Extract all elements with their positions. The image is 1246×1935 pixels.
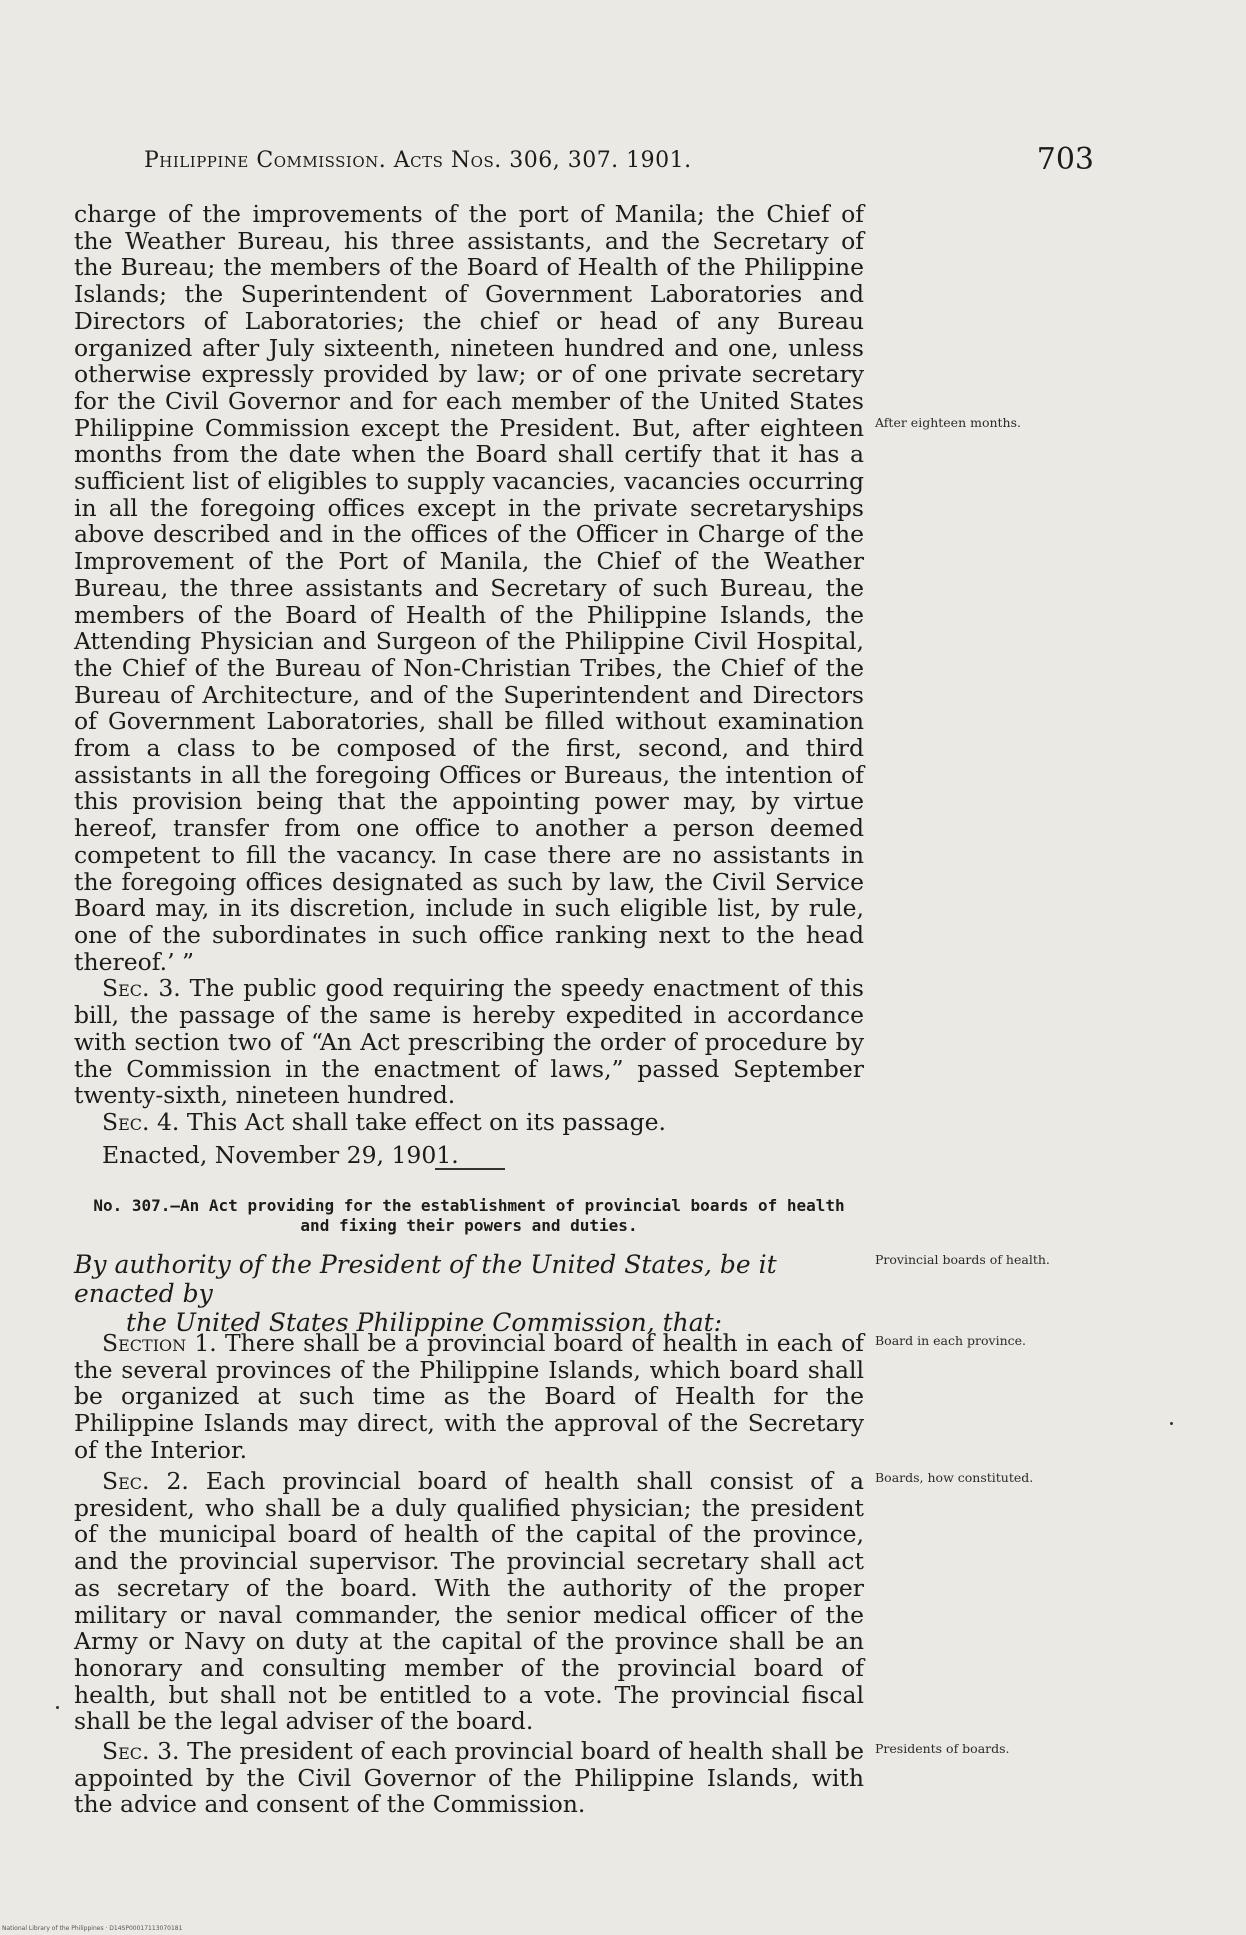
margin-note-after-eighteen: After eighteen months. [875,415,1021,430]
enacting-clause [74,1250,864,1337]
margin-note-presidents: Presidents of boards. [875,1741,1010,1756]
page-number: 703 [1036,142,1094,177]
paragraph-section-3 [74,1738,864,1818]
section-label: Sec. 4. [102,1107,180,1136]
section-label: Sec. 3. [102,1737,180,1765]
section-text: Each provincial board of health shall consist of a president, who shall be a duly qualified physician; the president of the municipal board of health of the capital of the province, and the provincial supervisor. The provincial secretary shall act as secretary of the board. With the authority of the proper military or naval commander, the senior medical officer of the Army or Navy on duty at the capital of the province shall be an honorary and consulting member of the provincial board of health, but shall not be entitled to a vote. The provincial fiscal shall be the legal adviser of the board. [74,1467,864,1736]
enacting-line-2: the United States Philippine Commission, that: [126,1308,723,1337]
act-heading-line-1: No. 307.—An Act providing for the establishment of provincial boards of health [93,1196,845,1215]
act-307-section-2 [74,1468,864,1735]
scan-speck [1170,1422,1173,1425]
act-heading-line-2: and fixing their powers and duties. [300,1216,638,1235]
act-307-section-3 [74,1738,864,1818]
section-text: This Act shall take effect on its passage. [186,1107,666,1136]
running-head-title: Philippine Commission. Acts Nos. 306, 307. 1901. [144,148,692,173]
section-label: Sec. 2. [102,1467,189,1495]
section-text: The public good requiring the speedy enactment of this bill, the passage of the same is hereby expedited in accordance with section two of “An Act prescribing the order of procedure by the Commission in the enactment of laws,” passed September twenty-sixth, nineteen hundred. [74,974,864,1110]
act-307-heading [74,1196,864,1236]
enacted-date: Enacted, November 29, 1901. [102,1140,459,1169]
paragraph-section-1 [74,1330,864,1464]
paragraph-offices: charge of the improvements of the port of Manila; the Chief of the Weather Bureau, his three assistants, and the Secretary of the Bureau; the members of the Board of Health of the Philippine Islands; the Superintendent of Government Laboratories and Directors of Laboratories; the chief or head of any Bureau organized after July sixteenth, nineteen hundred and one, unless otherwise expressly provided by law; or of one private secretary for the Civil Governor and for each member of the United States Philippine Commission except the President. But, after eighteen months from the date when the Board shall certify that it has a sufficient list of eligibles to supply vacancies, vacancies occurring in all the foregoing offices except in the private secretaryships above described and in the offices of the Officer in Charge of the Improvement of the Port of Manila, the Chief of the Weather Bureau, the three assistants and Secretary of such Bureau, the members of the Board of Health of the Philippine Islands, the Attending Physician and Surgeon of the Philippine Civil Hospital, the Chief of the Bureau of Non-Christian Tribes, the Chief of the Bureau of Architecture, and of the Superintendent and Directors of Government Laboratories, shall be filled without examination from a class to be composed of the first, second, and third assistants in all the foregoing Offices or Bureaus, the intention of this provision being that the appointing power may, by virtue hereof, transfer from one office to another a person deemed competent to fill the vacancy. In case there are no assistants in the foregoing offices designated as such by law, the Civil Service Board may, in its discretion, include in such eligible list, by rule, one of the subordinates in such office ranking next to the head thereof.’ ” [74,200,864,976]
scan-speck [56,1706,59,1709]
running-head [144,142,1094,182]
margin-note-board-each: Board in each province. [875,1333,1026,1348]
margin-note-provincial-boards: Provincial boards of health. [875,1252,1050,1267]
section-label: Section 1. [102,1329,217,1357]
paragraph-sec-4 [74,1109,864,1136]
act-307-section-1 [74,1330,864,1464]
act-306-continuation [74,201,864,1168]
section-divider [435,1168,505,1170]
scan-footer: National Library of the Philippines · D14SP00017113070181 [2,1925,183,1932]
enacting-line-1: By authority of the President of the United States, be it enacted by [74,1250,777,1308]
section-text: There shall be a provincial board of health in each of the several provinces of the Philippine Islands, which board shall be organized at such time as the Board of Health for the Philippine Islands may direct, with the approval of the Secretary of the Interior. [74,1329,864,1464]
paragraph-sec-3 [74,975,864,1109]
paragraph-section-2 [74,1468,864,1735]
section-text: The president of each provincial board of health shall be appointed by the Civil Governor of the Philippine Islands, with the advice and consent of the Commission. [74,1737,864,1819]
margin-note-how-constituted: Boards, how constituted. [875,1470,1034,1485]
section-label: Sec. 3. [102,974,181,1003]
